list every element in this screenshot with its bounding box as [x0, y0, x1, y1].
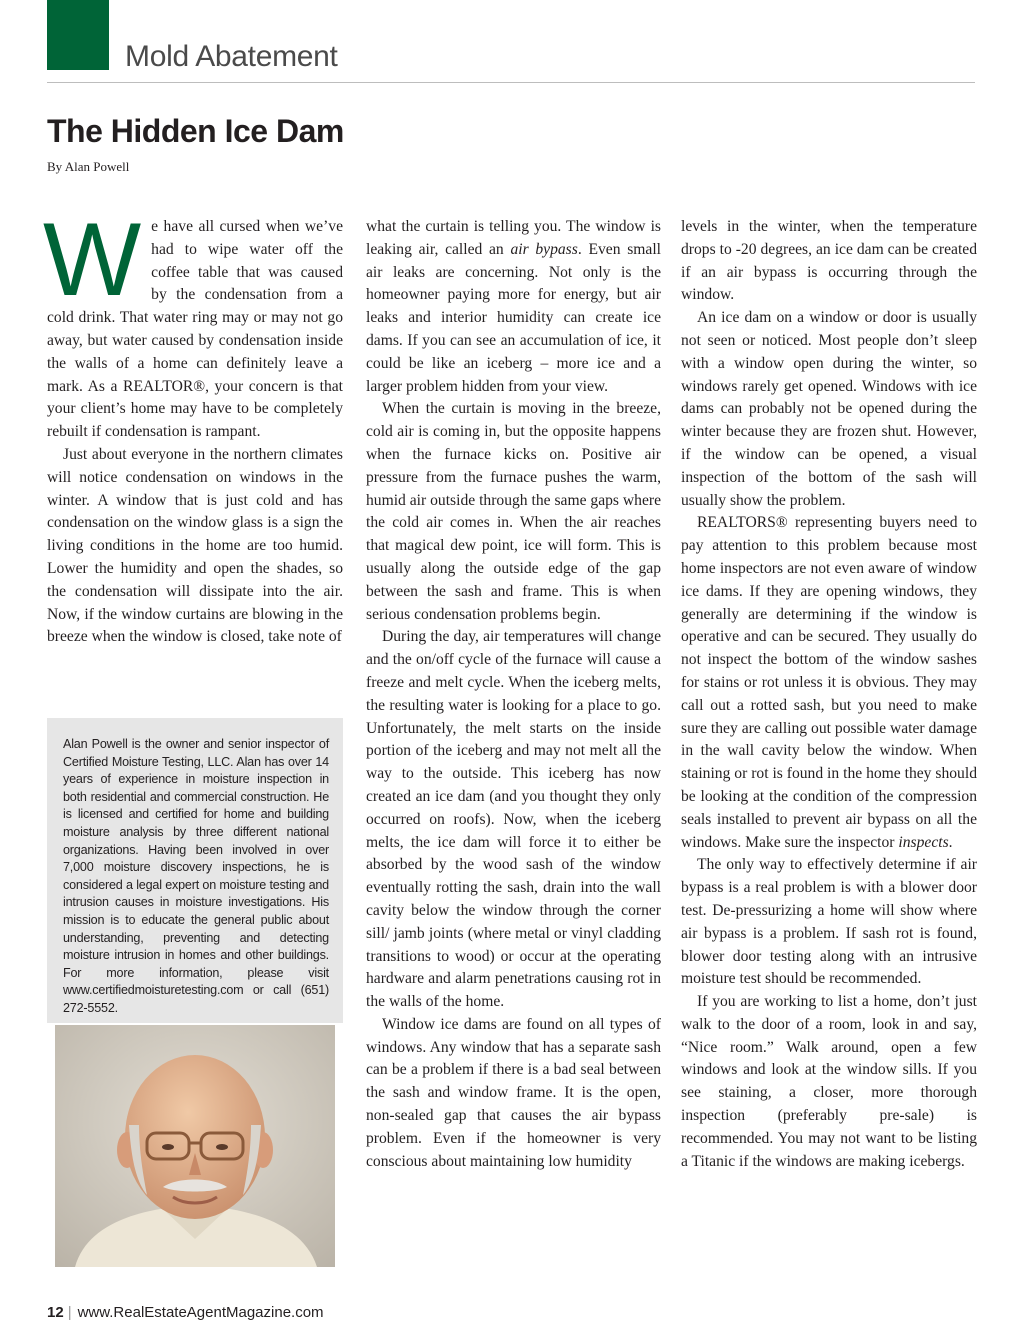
header-divider: [47, 82, 975, 83]
article-byline: By Alan Powell: [47, 159, 130, 174]
drop-cap: W: [43, 202, 142, 318]
article-column-2: [366, 216, 661, 1173]
paragraph-text: . Even small air leaks are concerning. Not only is the homeowner paying more for energy, but air leaks and interior humidity can create ice dams. If you can see an accumulation of ice, it could be like an iceberg – more ice and a larger problem hidden from your view.: [366, 240, 661, 395]
paragraph-text: e have all cursed when we’ve had to wipe water off the coffee table that was caused by the condensation from a cold drink. That water ring may or may not go away, but water caused by condensation inside the walls of a home can definitely leave a mark. As a REALTOR®, your concern is that your client’s home may have to be completely rebuilt if condensation is rampant.: [47, 218, 343, 441]
emphasis-text: air bypass: [510, 240, 578, 258]
article-paragraph: When the curtain is moving in the breeze, cold air is coming in, but the opposite happens when the furnace kicks on. Positive air pressure from the furnace pushes the warm, humid air outside through the same gaps where the cold air comes in. When the air reaches that magical dew point, ice will form. This is usually along the outside edge of the gap between the sash and frame. This is when serious condensation problems begin.: [366, 400, 661, 623]
article-paragraph: If you are working to list a home, don’t just walk to the door of a room, look in and say, “Nice room.” Walk around, open a few windows and look at the window sills. If you see staining, a closer, more thorough inspection (preferably pre-sale) is recommended. You may not want to be listing a Titanic if the windows are making icebergs.: [681, 993, 977, 1170]
paragraph-text: REALTORS® representing buyers need to pay attention to this problem because most home inspectors are not even aware of window ice dams. If they are opening windows, they generally are determining if the window is operative and can be secured. They usually do not inspect the bottom of the window sashes for stains or rot unless it is obvious. They may call out a rotted sash, but you need to make sure they are calling out possible water damage in the wall cavity below the window. When staining or rot is found in the home they should be looking at the condition of the compression seals installed to prevent air bypass on all the windows. Make sure the inspector: [681, 514, 977, 851]
article-column-1: [43, 202, 343, 649]
article-paragraph: During the day, air temperatures will change and the on/off cycle of the furnace will cause a freeze and melt cycle. When the iceberg melts, the resulting water is looking for a place to go. Unfortunately, the melt starts on the inside portion of the iceberg and may not melt all the way to the outside. This iceberg has now created an ice dam (and you thought they only occurred on roofs). Now, when the iceberg melts, the ice dam will force it to either be absorbed by the wood sash of the window eventually rotting the sash, drain into the wall cavity below the window through the corner sill/ jamb joints (where metal or vinyl cladding transitions to wood) or occur at the operating hardware and alarm penetrations causing rot in the walls of the home.: [366, 628, 661, 1011]
article-paragraph: [43, 202, 343, 444]
page-number: 12: [47, 1304, 64, 1321]
section-title: Mold Abatement: [125, 40, 338, 73]
article-column-3: [681, 216, 977, 1173]
magazine-website-link[interactable]: www.RealEstateAgentMagazine.com: [77, 1304, 324, 1321]
author-portrait-illustration: [55, 1025, 335, 1267]
paragraph-text: .: [948, 833, 953, 851]
article-paragraph: An ice dam on a window or door is usually not seen or noticed. Most people don’t sleep with a window open during the winter, so windows rarely get opened. Windows with ice dams can probably not be opened during the winter because they are frozen shut. However, if the window can be opened, a visual inspection of the bottom of the sash will usually show the problem.: [681, 309, 977, 509]
author-bio-text: Alan Powell is the owner and senior inspector of Certified Moisture Testing, LLC. Alan has over 14 years of experience in moisture inspection in both residential and commercial construction. He is licensed and certified for home and building moisture analysis by three different national organizations. Having been involved in over 7,000 moisture discovery inspections, he is considered a legal expert on moisture testing and intrusion causes in moisture investigations. His mission is to educate the general public about understanding, preventing and detecting moisture intrusion in homes and other buildings. For more information, please visit www.certifiedmoisturetesting.com or call (651) 272-5552.: [63, 737, 329, 1015]
article-paragraph: levels in the winter, when the temperature drops to -20 degrees, an ice dam can be created if an air bypass is occurring through the window.: [681, 218, 977, 304]
article-paragraph: Just about everyone in the northern climates will notice condensation on windows in the winter. A window that is just cold and has condensation on the window glass is a sign the living conditions in the home are too humid. Lower the humidity and open the shades, so the condensation will dissipate into the air. Now, if the window curtains are blowing in the breeze when the window is closed, take note of: [47, 445, 343, 646]
article-paragraph: [681, 512, 977, 854]
footer-separator: |: [67, 1304, 72, 1321]
article-paragraph: [366, 216, 661, 398]
section-color-block: [47, 0, 109, 70]
author-bio-box: [47, 718, 343, 1023]
author-photo: [55, 1025, 335, 1267]
paragraph-text: what the curtain is telling you. The window is leaking air, called an: [366, 218, 661, 258]
emphasis-text: inspects: [898, 833, 949, 851]
article-paragraph: Window ice dams are found on all types of windows. Any window that has a separate sash can be a problem if there is a bad seal between the sash and window frame. It is the open, non-sealed gap that causes the air bypass problem. Even if the homeowner is very conscious about maintaining low humidity: [366, 1015, 661, 1170]
page-footer: [47, 1304, 324, 1321]
article-paragraph: The only way to effectively determine if air bypass is a real problem is with a blower door test. De-pressurizing a home will show where air bypass is a problem. If sash rot is found, blower door testing along with an intrusive moisture test should be recommended.: [681, 856, 977, 988]
article-title: The Hidden Ice Dam: [47, 113, 344, 149]
